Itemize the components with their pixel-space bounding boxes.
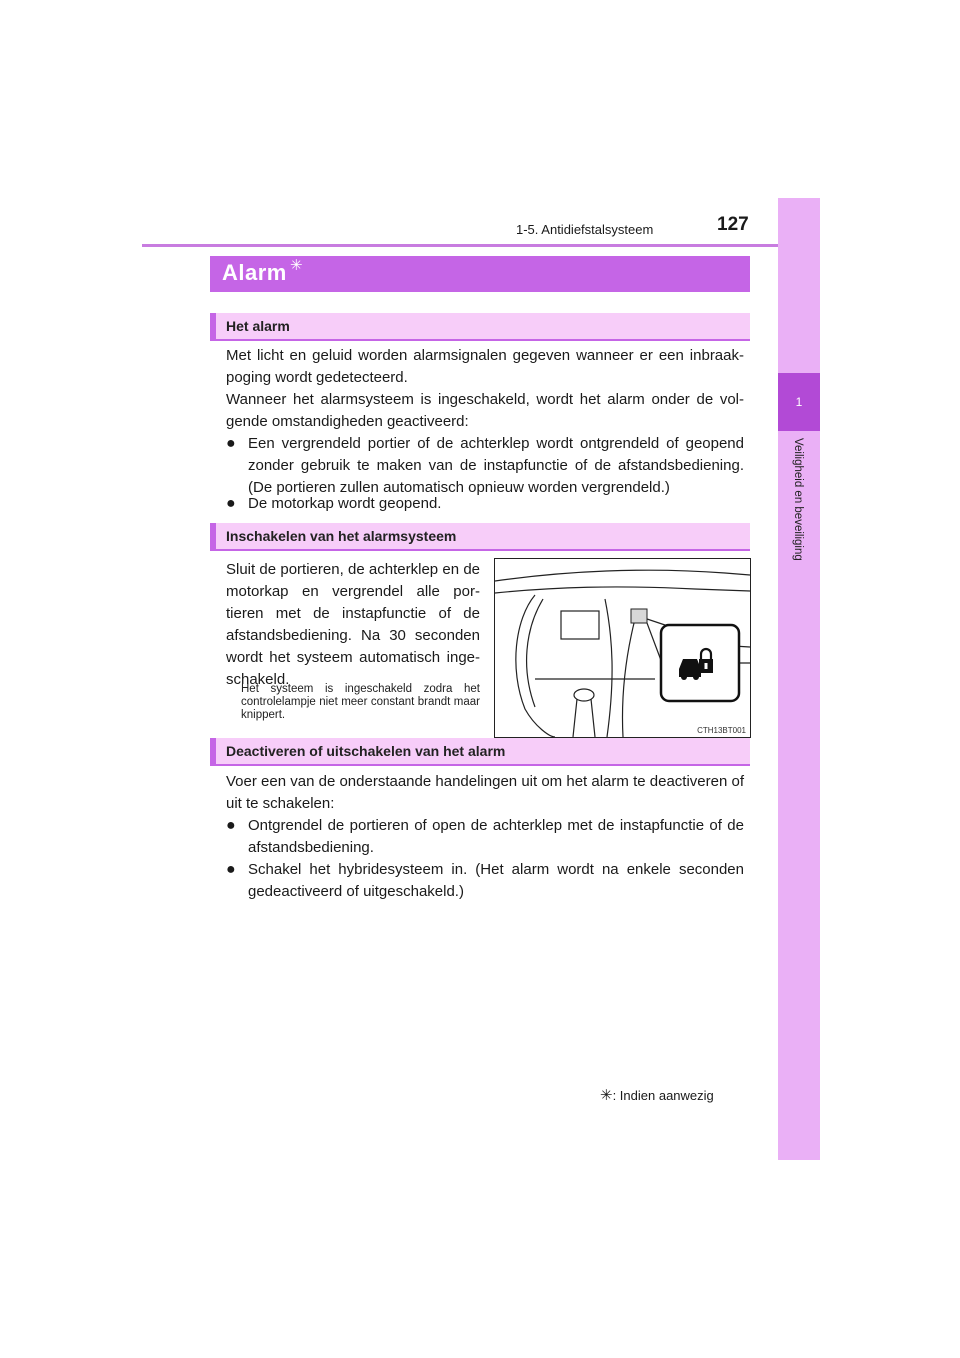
bullet-icon: ● — [226, 861, 236, 878]
section-heading-deactiveren — [210, 738, 750, 766]
list-item-text: Schakel het hybridesysteem in. (Het alarm wordt na enkele seconden gedeactiveerd of uitgeschakeld.) — [248, 861, 744, 900]
section-heading-text: Inschakelen van het alarmsysteem — [226, 528, 457, 544]
dashboard-illustration — [494, 558, 751, 738]
list-item-text: De motorkap wordt geopend. — [248, 495, 442, 512]
paragraph: Wanneer het alarmsysteem is ingeschakeld, wordt het alarm onder de vol-gende omstandigheden geactiveerd: — [226, 391, 744, 430]
footnote — [600, 1086, 714, 1104]
section-heading-text: Het alarm — [226, 318, 290, 334]
section-heading-het-alarm — [210, 313, 750, 341]
bullet-icon: ● — [226, 495, 236, 512]
asterisk-icon: ✳ — [600, 1087, 613, 1104]
section-heading-text: Deactiveren of uitschakelen van het alarm — [226, 743, 506, 759]
section-heading-inschakelen — [210, 523, 750, 551]
header-rule — [142, 244, 790, 247]
section-header: 1-5. Antidiefstalsysteem — [516, 222, 654, 237]
page-title-bar — [210, 256, 750, 292]
list-item-text: Ontgrendel de portieren of open de achterklep met de instapfunctie of de afstandsbediening. — [248, 817, 744, 856]
illustration-code: CTH13BT001 — [697, 726, 746, 735]
chapter-side-tab[interactable] — [778, 198, 820, 1160]
bullet-icon: ● — [226, 817, 236, 834]
list-item — [226, 815, 744, 859]
page-number: 127 — [717, 214, 749, 235]
footnote-text: : Indien aanwezig — [612, 1088, 714, 1103]
chapter-number[interactable]: 1 — [778, 373, 820, 431]
bullet-icon: ● — [226, 435, 236, 452]
list-item — [226, 433, 744, 499]
paragraph: Sluit de portieren, de achterklep en de motorkap en vergrendel alle por-tieren met de instapfunctie of de afstandsbediening. Na 30 seconden wordt het systeem automatisch inge-schakeld. — [226, 561, 480, 688]
page-title: Alarm — [222, 260, 287, 285]
note-text: Het systeem is ingeschakeld zodra het controlelampje niet meer constant brandt maar knippert. — [241, 683, 480, 721]
dashboard-drawing — [495, 559, 750, 737]
optional-asterisk-icon: ✳ — [290, 257, 303, 274]
chapter-label: Veiligheid en beveiliging — [792, 438, 804, 561]
list-item — [226, 493, 744, 515]
list-item-text: Een vergrendeld portier of de achterklep wordt ontgrendeld of geopend zonder gebruik te maken van de instapfunctie of de afstandsbediening. (De portieren zullen automatisch opnieuw worden vergrendeld.) — [248, 435, 744, 496]
paragraph: Voer een van de onderstaande handelingen uit om het alarm te deactiveren of uit te schakelen: — [226, 773, 744, 812]
paragraph: Met licht en geluid worden alarmsignalen gegeven wanneer er een inbraak-poging wordt gedetecteerd. — [226, 347, 744, 386]
list-item — [226, 859, 744, 903]
